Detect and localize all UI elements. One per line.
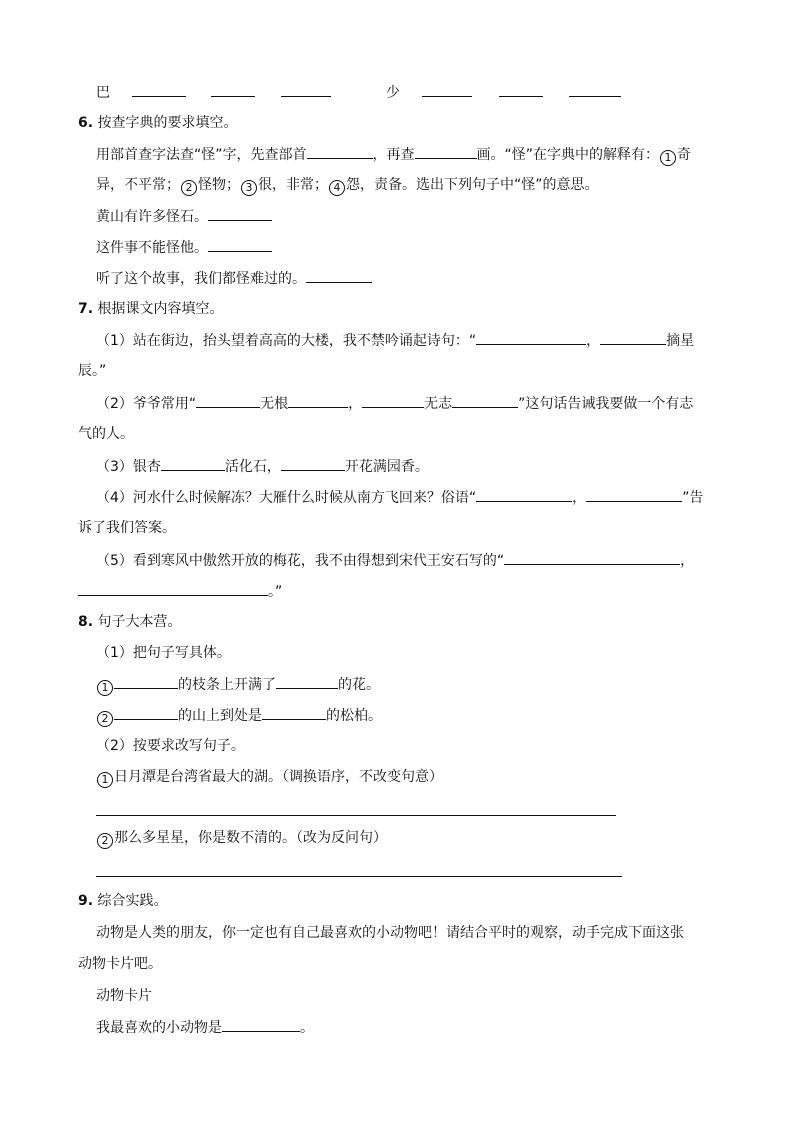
question-number: 6. xyxy=(78,115,94,131)
q6-sentence3 xyxy=(96,268,372,289)
text: ， xyxy=(348,396,363,412)
circled-number: 1 xyxy=(97,772,113,788)
blank[interactable] xyxy=(499,82,543,97)
q7-p2 xyxy=(96,393,693,414)
text: 日月潭是台湾省最大的湖。（调换语序，不改变句意） xyxy=(114,769,443,785)
top-row xyxy=(96,82,621,103)
blank[interactable] xyxy=(569,82,621,97)
text: 的松柏。 xyxy=(326,708,382,724)
text: 那么多星星，你是数不清的。（改为反问句） xyxy=(114,830,387,846)
blank[interactable] xyxy=(281,456,345,471)
blank[interactable] xyxy=(208,206,272,221)
circled-number: 4 xyxy=(329,180,345,196)
q8-expand2 xyxy=(96,705,382,727)
blank[interactable] xyxy=(476,487,572,502)
q7-p1-cont xyxy=(78,361,106,381)
text: 很，非常； xyxy=(258,177,328,193)
text: 奇 xyxy=(677,147,692,163)
circled-number: 1 xyxy=(97,680,113,696)
blank[interactable] xyxy=(161,456,225,471)
text: 我最喜欢的小动物是 xyxy=(96,1020,222,1036)
q9-heading xyxy=(78,891,168,911)
text: （2）按要求改写句子。 xyxy=(96,738,245,754)
text: 听了这个故事，我们都怪难过的。 xyxy=(96,271,306,287)
question-title: 根据课文内容填空。 xyxy=(97,301,224,317)
blank[interactable] xyxy=(504,550,680,565)
blank[interactable] xyxy=(306,268,372,283)
q6-sentence1 xyxy=(96,206,272,227)
blank-strokes[interactable] xyxy=(415,144,477,159)
circled-number: 2 xyxy=(97,711,113,727)
q8-rewrite1 xyxy=(96,767,443,788)
q7-p5 xyxy=(96,550,694,571)
q8-rewrite2 xyxy=(96,828,387,849)
circled-number: 3 xyxy=(241,180,257,196)
q7-heading xyxy=(78,299,224,319)
q9-line2 xyxy=(78,954,162,974)
q8-sub2 xyxy=(96,736,245,756)
q8-heading xyxy=(78,612,182,632)
question-number: 8. xyxy=(78,614,94,630)
char-ba: 巴 xyxy=(96,85,110,101)
q6-heading xyxy=(78,113,238,133)
char-shao: 少 xyxy=(385,85,400,101)
q7-p4 xyxy=(96,487,703,508)
text: 的枝条上开满了 xyxy=(178,677,276,693)
circled-number: 1 xyxy=(660,150,676,166)
text: 活化石， xyxy=(224,459,281,475)
blank[interactable] xyxy=(288,393,348,408)
blank[interactable] xyxy=(78,581,268,596)
q6-line1 xyxy=(96,144,691,166)
blank-radical[interactable] xyxy=(307,144,373,159)
text: ”这句话告诫我要做一个有志 xyxy=(518,396,694,412)
blank[interactable] xyxy=(362,393,424,408)
text: 怪物； xyxy=(198,177,240,193)
question-title: 句子大本营。 xyxy=(97,614,182,630)
text: 动物卡片 xyxy=(96,988,152,1004)
blank[interactable] xyxy=(422,82,472,97)
q9-line3 xyxy=(96,1017,314,1038)
blank[interactable] xyxy=(586,487,682,502)
q7-p4-cont xyxy=(78,518,176,538)
q7-p3 xyxy=(96,456,429,477)
question-title: 综合实践。 xyxy=(97,893,168,909)
answer-line[interactable] xyxy=(96,815,616,816)
blank[interactable] xyxy=(114,674,178,689)
text: ，再查 xyxy=(372,147,415,163)
question-title: 按查字典的要求填空。 xyxy=(97,115,238,131)
text: ， xyxy=(680,553,695,569)
text: 诉了我们答案。 xyxy=(78,520,176,536)
blank[interactable] xyxy=(211,82,255,97)
q9-card-title xyxy=(96,986,152,1006)
text: （4）河水什么时候解冻？大雁什么时候从南方飞回来？俗语“ xyxy=(96,490,477,506)
text: 怨，责备。选出下列句子中“怪”的意思。 xyxy=(346,177,599,193)
blank[interactable] xyxy=(476,330,586,345)
circled-number: 2 xyxy=(97,833,113,849)
text: ”告 xyxy=(682,490,704,506)
blank[interactable] xyxy=(132,82,186,97)
q7-p1 xyxy=(96,330,694,351)
text: 。 xyxy=(300,1020,314,1036)
text: 的山上到处是 xyxy=(178,708,262,724)
text: 的花。 xyxy=(338,677,380,693)
text: 。” xyxy=(268,584,283,600)
q9-line1 xyxy=(96,923,684,943)
blank-favorite-animal[interactable] xyxy=(222,1017,300,1032)
blank[interactable] xyxy=(452,393,518,408)
q8-sub1 xyxy=(96,643,231,663)
text: ， xyxy=(586,333,601,349)
question-number: 9. xyxy=(78,893,94,909)
q7-p2-cont xyxy=(78,424,134,444)
text: （3）银杏 xyxy=(96,459,161,475)
blank[interactable] xyxy=(114,705,178,720)
q6-line2 xyxy=(96,175,599,196)
text: （1）站在街边，抬头望着高高的大楼，我不禁吟诵起诗句：“ xyxy=(96,333,477,349)
text: 摘星 xyxy=(666,333,695,349)
text: 无根 xyxy=(260,396,289,412)
q8-expand1 xyxy=(96,674,380,696)
blank[interactable] xyxy=(262,705,326,720)
blank[interactable] xyxy=(208,237,272,252)
blank[interactable] xyxy=(276,674,338,689)
text: ， xyxy=(572,490,587,506)
text: 开花满园香。 xyxy=(344,459,429,475)
text: （2）爷爷常用“ xyxy=(96,396,197,412)
blank[interactable] xyxy=(600,330,666,345)
blank[interactable] xyxy=(281,82,331,97)
circled-number: 2 xyxy=(181,180,197,196)
text: 无志 xyxy=(424,396,453,412)
answer-line[interactable] xyxy=(96,876,622,877)
question-number: 7. xyxy=(78,301,94,317)
text: （5）看到寒风中傲然开放的梅花，我不由得想到宋代王安石写的“ xyxy=(96,553,505,569)
q7-p5-cont xyxy=(78,581,282,602)
text: 用部首查字法查“怪”字，先查部首 xyxy=(96,147,307,163)
text: 黄山有许多怪石。 xyxy=(96,209,208,225)
text: 画。“怪”在字典中的解释有： xyxy=(476,147,660,163)
text: 动物卡片吧。 xyxy=(78,956,162,972)
text: 气的人。 xyxy=(78,426,134,442)
text: 动物是人类的朋友，你一定也有自己最喜欢的小动物吧！请结合平时的观察，动手完成下面这张 xyxy=(96,925,684,941)
text: 这件事不能怪他。 xyxy=(96,240,208,256)
text: 异，不平常； xyxy=(96,177,180,193)
q6-sentence2 xyxy=(96,237,272,258)
text: （1）把句子写具体。 xyxy=(96,645,231,661)
text: 辰。” xyxy=(78,363,107,379)
blank[interactable] xyxy=(196,393,260,408)
